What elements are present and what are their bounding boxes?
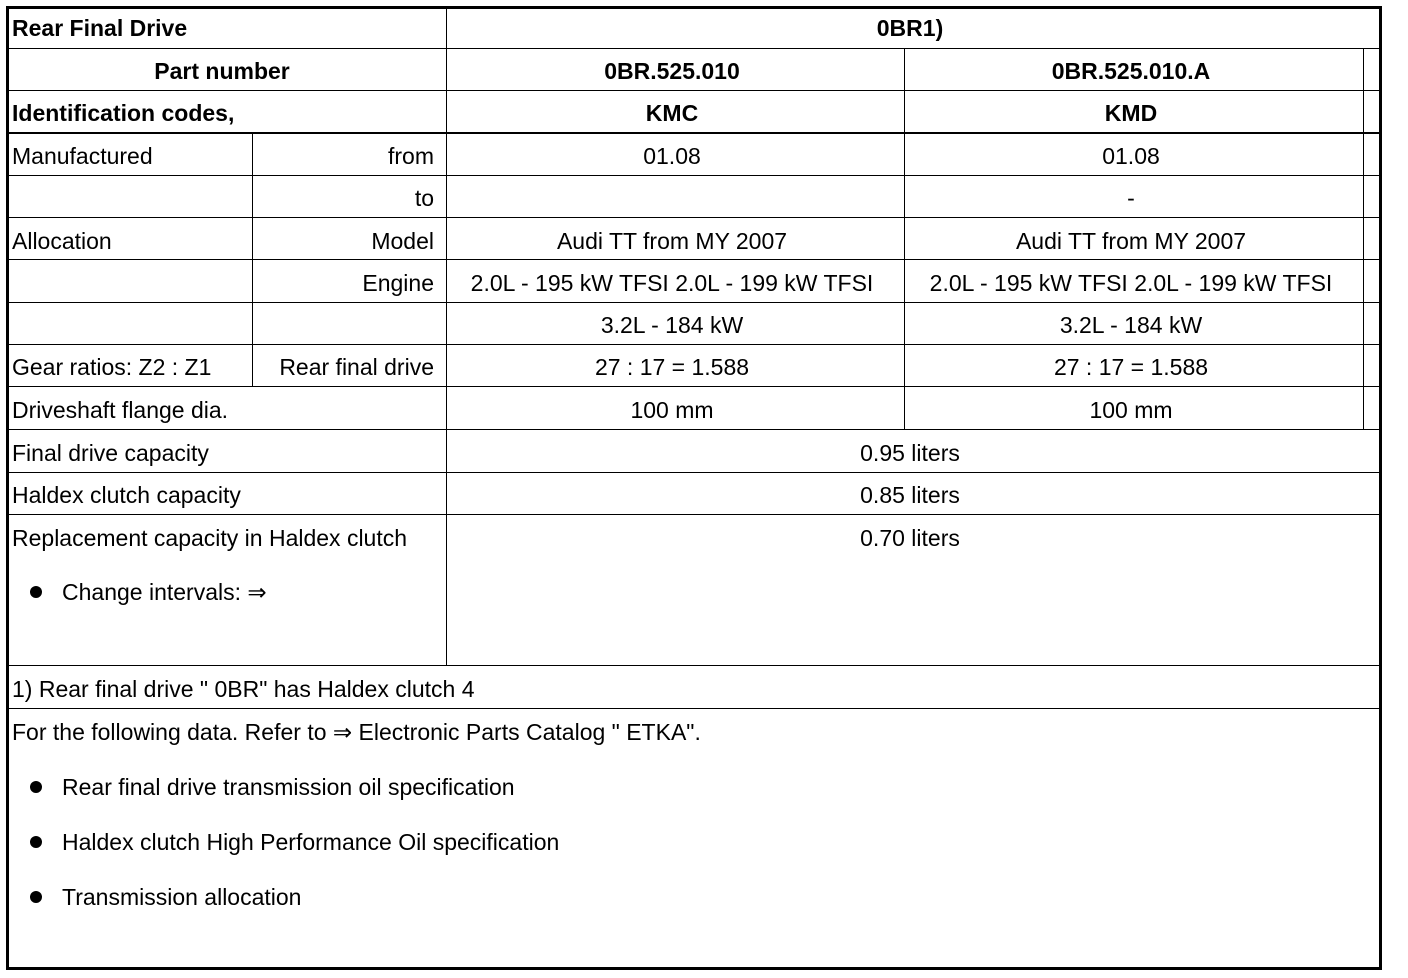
part-number-col1: 0BR.525.010: [604, 58, 740, 84]
manufactured-to-col2: -: [1127, 185, 1135, 211]
row-divider: [8, 665, 1380, 666]
refer-item: Transmission allocation: [62, 884, 302, 910]
allocation-label: Allocation: [12, 228, 112, 254]
col-divider: [1363, 48, 1364, 429]
col-divider: [446, 8, 447, 665]
replacement-capacity-value: 0.70 liters: [860, 525, 960, 551]
row-divider: [8, 514, 1380, 515]
identification-col2: KMD: [1104, 100, 1158, 126]
footnote: 1) Rear final drive " 0BR" has Haldex clutch 4: [12, 676, 475, 702]
row-divider: [8, 472, 1380, 473]
manufactured-from-label: from: [388, 143, 434, 169]
row-divider: [8, 302, 1380, 303]
manufactured-label: Manufactured: [12, 143, 153, 169]
row-divider: [8, 344, 1380, 345]
refer-item: Rear final drive transmission oil specification: [62, 774, 515, 800]
rear-final-drive-label: Rear final drive: [279, 354, 434, 380]
change-intervals-link[interactable]: Change intervals: ⇒: [62, 579, 267, 605]
row-divider: [8, 386, 1380, 387]
refer-item: Haldex clutch High Performance Oil specification: [62, 829, 560, 855]
row-divider: [8, 429, 1380, 430]
engine-col1: 2.0L - 195 kW TFSI 2.0L - 199 kW TFSI: [470, 270, 874, 296]
manufactured-to-label: to: [414, 185, 434, 211]
manufactured-from-col1: 01.08: [643, 143, 701, 169]
bullet-icon: [30, 836, 42, 848]
identification-label: Identification codes,: [12, 100, 235, 126]
gear-ratio-col2: 27 : 17 = 1.588: [1053, 354, 1209, 380]
flange-label: Driveshaft flange dia.: [12, 397, 229, 423]
flange-col1: 100 mm: [630, 397, 714, 423]
model-col1: Audi TT from MY 2007: [556, 228, 788, 254]
transmission-code: 0BR1): [876, 15, 944, 41]
gear-ratio-col1: 27 : 17 = 1.588: [594, 354, 750, 380]
bullet-icon: [30, 781, 42, 793]
engine2-col2: 3.2L - 184 kW: [1059, 312, 1203, 338]
row-divider: [8, 708, 1380, 709]
engine-col2: 2.0L - 195 kW TFSI 2.0L - 199 kW TFSI: [929, 270, 1333, 296]
gear-ratios-label: Gear ratios: Z2 : Z1: [12, 354, 212, 380]
model-col2: Audi TT from MY 2007: [1015, 228, 1247, 254]
replacement-capacity-label: Replacement capacity in Haldex clutch: [12, 525, 408, 551]
row-divider: [8, 48, 1380, 49]
identification-col1: KMC: [645, 100, 699, 126]
engine2-col1: 3.2L - 184 kW: [600, 312, 744, 338]
table-title: Rear Final Drive: [12, 15, 188, 41]
row-divider: [8, 259, 1380, 260]
col-divider: [904, 48, 905, 429]
row-divider: [8, 217, 1380, 218]
final-drive-capacity-value: 0.95 liters: [860, 440, 960, 466]
col-divider: [252, 132, 253, 386]
part-number-col2: 0BR.525.010.A: [1051, 58, 1211, 84]
final-drive-capacity-label: Final drive capacity: [12, 440, 209, 466]
refer-text: For the following data. Refer to ⇒ Electronic Parts Catalog " ETKA".: [12, 719, 701, 745]
model-label: Model: [371, 228, 434, 254]
row-divider: [8, 132, 1380, 134]
part-number-label: Part number: [154, 58, 290, 84]
haldex-capacity-label: Haldex clutch capacity: [12, 482, 241, 508]
engine-label: Engine: [362, 270, 434, 296]
bullet-icon: [30, 586, 42, 598]
manufactured-from-col2: 01.08: [1102, 143, 1160, 169]
haldex-capacity-value: 0.85 liters: [860, 482, 960, 508]
row-divider: [8, 175, 1380, 176]
flange-col2: 100 mm: [1089, 397, 1173, 423]
row-divider: [8, 90, 1380, 91]
bullet-icon: [30, 891, 42, 903]
